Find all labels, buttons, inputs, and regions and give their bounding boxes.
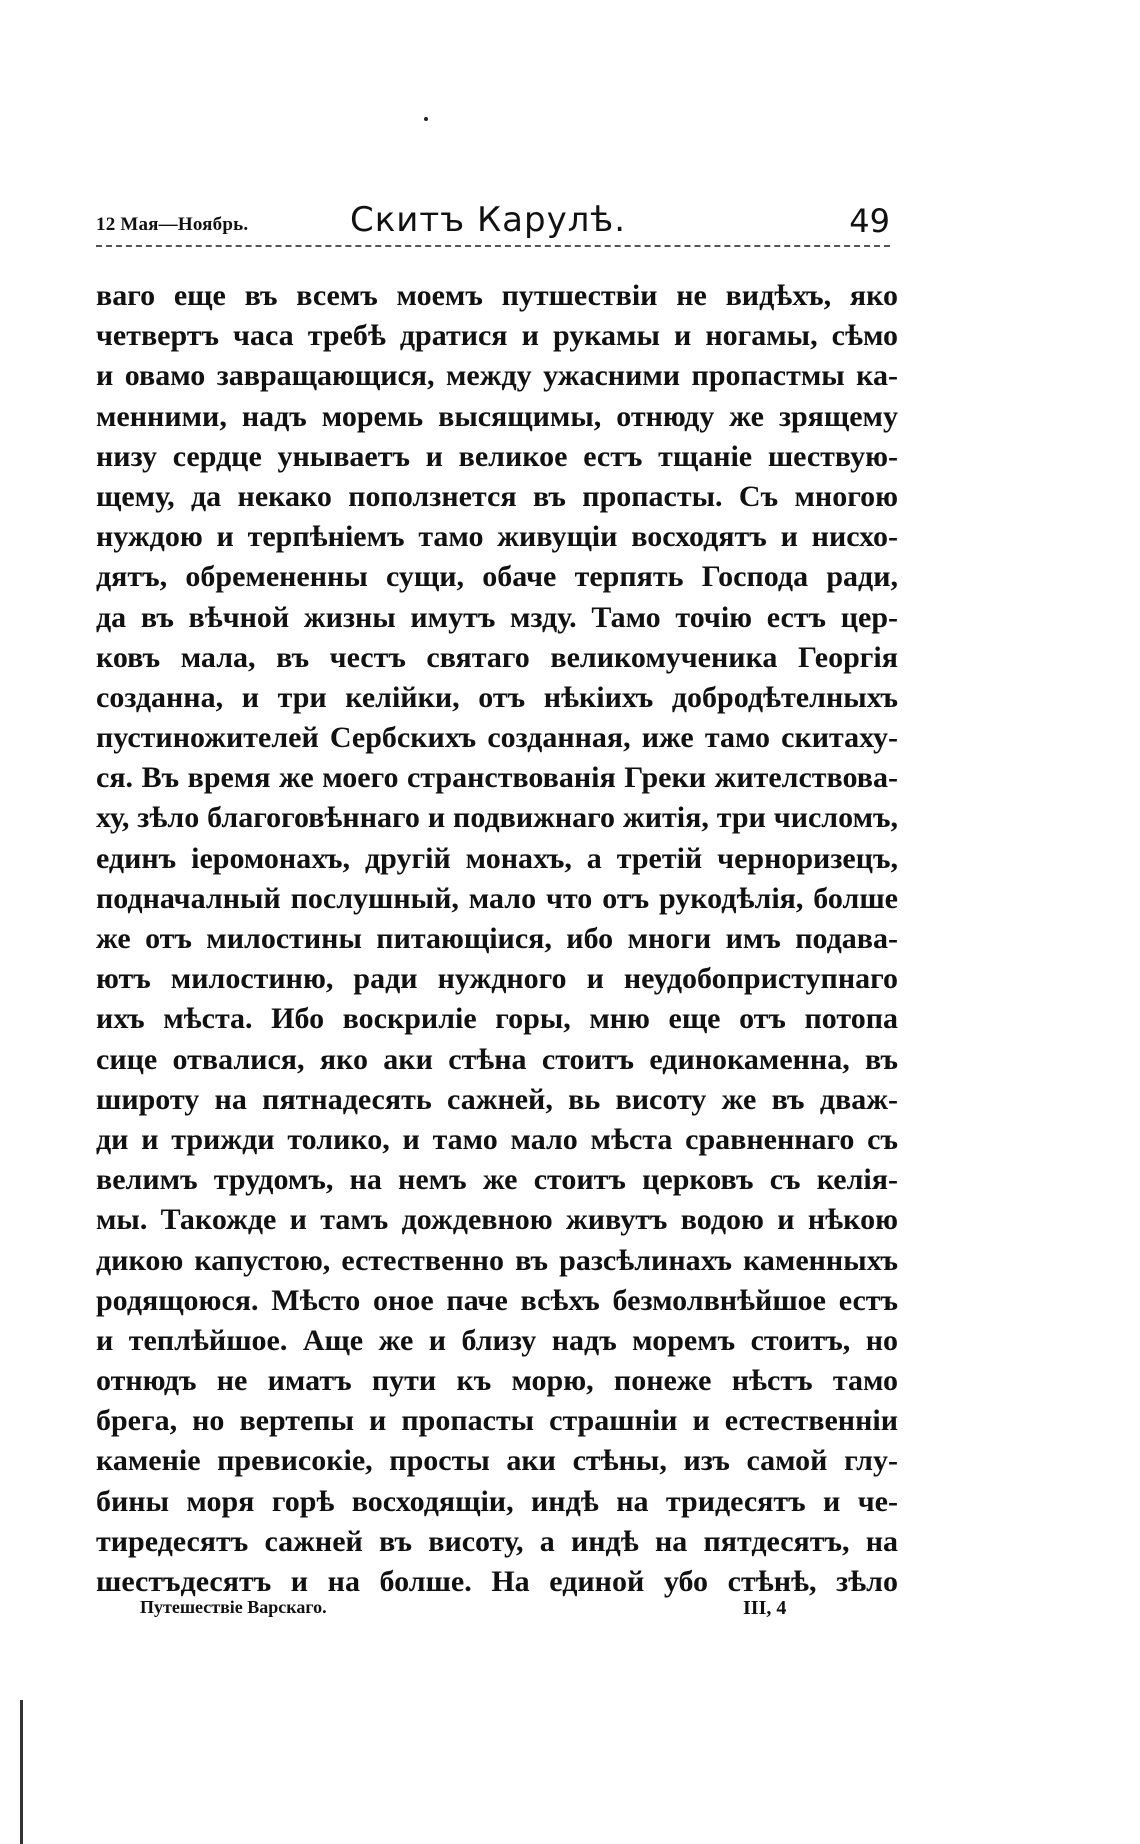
- text-line: ихъ мѣста. Ибо воскриліе горы, мню еще отъ потопа: [96, 1002, 898, 1036]
- text-line: ютъ милостиню, ради нуждного и неудобоприступнаго: [96, 962, 898, 996]
- text-line: ваго еще въ всемъ моемъ путшествіи не видѣхъ, яко: [96, 279, 898, 312]
- sheet-mark: III, 4: [743, 1597, 787, 1619]
- text-line: ху, зѣло благоговѣннаго и подвижнаго житія, три числомъ,: [96, 801, 898, 835]
- text-line: широту на пятнадесять сажней, вь висоту же въ дваж-: [96, 1082, 898, 1116]
- scan-edge-mark: [20, 1700, 23, 1844]
- text-line: единъ іеромонахъ, другій монахъ, а третій черноризецъ,: [96, 841, 898, 875]
- running-head-title: Скитъ Карулѣ.: [350, 200, 627, 240]
- text-line: отнюдъ не иматъ пути къ морю, понеже нѣстъ тамо: [96, 1364, 898, 1398]
- print-speck: [424, 117, 428, 121]
- text-line: и овамо завращающися, между ужасними пропастмы ка-: [96, 359, 898, 393]
- text-line: дятъ, обремененны сущи, обаче терпять Господа ради,: [96, 560, 898, 594]
- text-line: ся. Въ время же моего странствованія Греки жителствова-: [96, 761, 898, 795]
- text-line: и теплѣйшое. Аще же и близу надъ моремъ стоитъ, но: [96, 1323, 898, 1357]
- text-line: щему, да некако поползнется въ пропасты. Съ многою: [96, 479, 898, 513]
- text-line: пустиножителей Сербскихъ созданная, иже тамо скитаху-: [96, 721, 898, 755]
- text-line: каменіе превисокіе, просты аки стѣны, изъ самой глу-: [96, 1444, 898, 1478]
- text-line: брега, но вертепы и пропасты страшніи и естественніи: [96, 1404, 898, 1438]
- text-line: мы. Такожде и тамъ дождевною живутъ водою и нѣкою: [96, 1203, 898, 1237]
- page-footer: [140, 1597, 840, 1627]
- text-line: велимъ трудомъ, на немъ же стоитъ церковъ съ келія-: [96, 1163, 898, 1197]
- signature-line: Путешествіе Варскаго.: [140, 1597, 327, 1617]
- header-rule: [96, 245, 890, 247]
- text-line: да въ вѣчной жизны имутъ мзду. Тамо точію естъ цер-: [96, 600, 898, 634]
- text-line: тиредесятъ сажней въ висоту, а индѣ на пятдесятъ, на: [96, 1524, 898, 1558]
- text-line: подначалный послушный, мало что отъ рукодѣлія, болше: [96, 881, 898, 915]
- page-number: 49: [849, 202, 890, 240]
- text-line: созданна, и три келійки, отъ нѣкіихъ добродѣтелныхъ: [96, 680, 898, 714]
- text-line: ди и трижди толико, и тамо мало мѣста сравненнаго съ: [96, 1122, 898, 1156]
- text-line: шестъдесятъ и на болше. На единой убо стѣнѣ, зѣло: [96, 1565, 898, 1598]
- running-head-dates: 12 Мая—Ноябрь.: [96, 214, 249, 235]
- text-line: низу сердце унываетъ и великое естъ тщаніе шествую-: [96, 439, 898, 473]
- running-head: [96, 196, 890, 240]
- text-line: родящоюся. Мѣсто оное паче всѣхъ безмолвнѣйшое естъ: [96, 1283, 898, 1317]
- text-line: ковъ мала, въ честъ святаго великомученика Георгія: [96, 640, 898, 674]
- text-line: нуждою и терпѣніемъ тамо живущіи восходятъ и нисхо-: [96, 520, 898, 554]
- body-text: [96, 276, 898, 1602]
- text-line: же отъ милостины питающіися, ибо многи имъ подава-: [96, 922, 898, 955]
- text-line: дикою капустою, естественно въ разсѣлинахъ каменныхъ: [96, 1243, 898, 1277]
- text-line: бины моря горѣ восходящіи, индѣ на тридесятъ и че-: [96, 1484, 898, 1518]
- text-line: сице отвалися, яко аки стѣна стоитъ единокаменна, въ: [96, 1042, 898, 1076]
- text-line: менними, надъ моремь высящимы, отнюду же зрящему: [96, 399, 898, 433]
- text-line: четвертъ часа требѣ дратися и рукамы и ногамы, сѣмо: [96, 319, 898, 353]
